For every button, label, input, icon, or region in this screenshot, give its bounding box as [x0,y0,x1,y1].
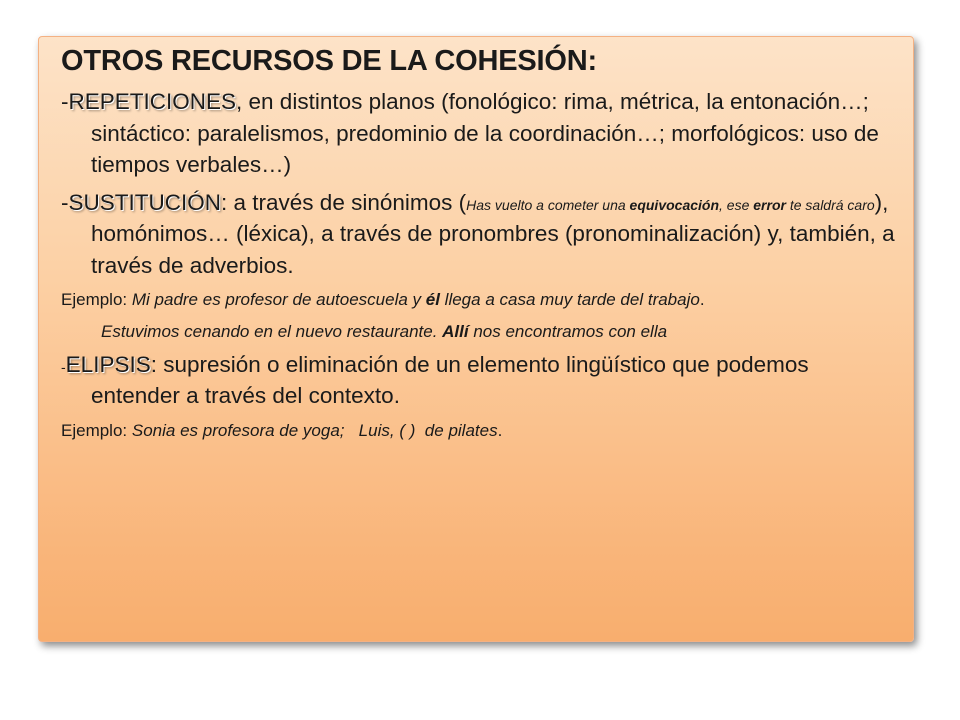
sustitucion-example-5: te saldrá caro [785,196,875,213]
sustitucion-text-1: : a través de sinónimos ( [221,189,467,215]
ejemplo-1-label: Ejemplo: [61,290,132,309]
sustitucion-example-3: , ese [719,196,754,213]
sustitucion-keyword: SUSTITUCIÓN [68,189,222,215]
ejemplo-1-b: él [425,290,440,309]
elipsis-text: : supresión o eliminación de un elemento lingüístico que podemos entender a través del contexto. [91,351,809,409]
ejemplo-1-a: Mi padre es profesor de autoescuela y [131,290,426,309]
sustitucion-text-2: ), homónimos… (léxica), a través de pronombres (pronominalización) y, también, a través de adverbios. [91,189,895,278]
bullet-dash: - [61,358,66,375]
sustitucion-example-2: equivocación [629,196,720,213]
ejemplo-3-b: . [497,420,503,440]
elipsis-paragraph [61,349,895,412]
repeticiones-paragraph [61,86,895,181]
content-box [38,36,914,642]
ejemplo-3 [61,418,895,444]
ejemplo-2-c: nos encontramos con ella [468,322,668,342]
ejemplo-3-label: Ejemplo: [61,420,132,440]
slide-content [61,43,895,450]
ejemplo-1-c: llega a casa muy tarde del trabajo [439,290,700,309]
sustitucion-example-4: error [753,196,786,213]
ejemplo-1 [61,287,895,313]
repeticiones-keyword: REPETICIONES [68,89,237,114]
slide-title: OTROS RECURSOS DE LA COHESIÓN: [61,45,597,77]
repeticiones-text: , en distintos planos (fonológico: rima, métrica, la entonación…; sintáctico: paralelismos, predominio de la coordinación…; morfológicos: uso de tiempos verbales…) [91,89,879,177]
sustitucion-example-1: Has vuelto a cometer una [466,196,630,213]
sustitucion-paragraph [61,187,895,282]
ejemplo-3-a: Sonia es profesora de yoga; Luis, ( ) de pilates [131,420,498,440]
ejemplo-1-d: . [699,290,705,309]
elipsis-keyword: ELIPSIS [65,351,151,377]
ejemplo-2 [61,319,895,345]
bullet-dash: - [61,189,69,215]
bullet-dash: - [61,89,69,114]
ejemplo-2-a: Estuvimos cenando en el nuevo restaurante. [101,322,443,342]
ejemplo-2-b: Allí [442,322,469,342]
